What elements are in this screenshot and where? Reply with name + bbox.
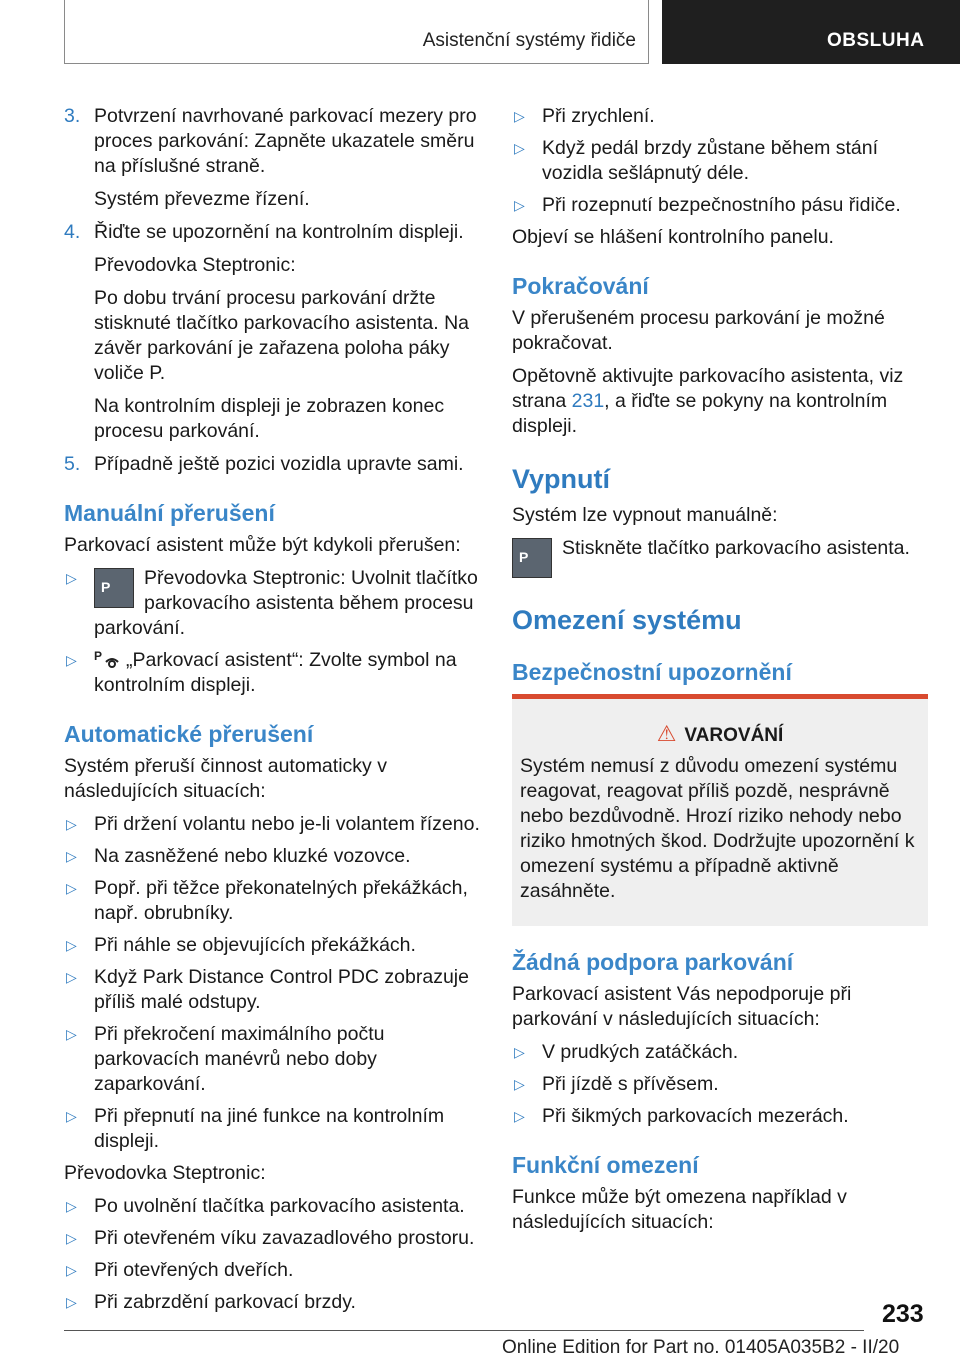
heading-manual-interruption: Manuální přerušení xyxy=(64,500,275,526)
list-item: ▷ Při šikmých parkovacích mezerách. xyxy=(514,1105,849,1127)
list-item: ▷ Při překročení maximálního počtu parkovacích manévrů nebo doby zaparkování. xyxy=(66,1023,385,1095)
step-3-sub: Systém převezme řízení. xyxy=(94,188,310,210)
step-4-sub-3: Na kontrolním displeji je zobrazen konec procesu parkování. xyxy=(94,395,445,442)
list-item: ▷ P Převodovka Steptronic: Uvolnit tlačítko parkovacího asistenta během procesu parkování. xyxy=(66,567,478,639)
step-5: 5. Případně ještě pozici vozidla upravte sami. xyxy=(64,453,464,475)
list-item: ▷ Na zasněžené nebo kluzké vozovce. xyxy=(66,845,411,867)
off-text: Systém lze vypnout manuálně: xyxy=(512,504,778,526)
triangle-bullet-icon: ▷ xyxy=(514,1044,525,1060)
func-text: Funkce může být omezena například v následujících situacích: xyxy=(512,1186,847,1233)
heading-system-limits: Omezení systému xyxy=(512,605,742,635)
list-item: ▷ Popř. při těžce překonatelných překážkách, např. obrubníky. xyxy=(66,877,468,924)
manual-intro: Parkovací asistent může být kdykoli přerušen: xyxy=(64,534,461,556)
continue-text-1: V přerušeném procesu parkování je možné pokračovat. xyxy=(512,307,885,354)
heading-no-parking-support: Žádná podpora parkování xyxy=(512,949,794,975)
heading-switch-off: Vypnutí xyxy=(512,464,610,494)
triangle-bullet-icon: ▷ xyxy=(514,197,525,213)
heading-safety: Bezpečnostní upozornění xyxy=(512,659,792,685)
list-item: ▷ Při jízdě s přívěsem. xyxy=(514,1073,719,1095)
parking-assistant-symbol-icon xyxy=(94,648,120,670)
list-item: ▷ Při rozepnutí bezpečnostního pásu řidiče. xyxy=(514,194,901,216)
heading-functional-limits: Funkční omezení xyxy=(512,1152,699,1178)
list-item: ▷ Po uvolnění tlačítka parkovacího asistenta. xyxy=(66,1195,465,1217)
heading-continuation: Pokračování xyxy=(512,273,649,299)
list-item: ▷ Při držení volantu nebo je-li volantem řízeno. xyxy=(66,813,480,835)
svg-text:P: P xyxy=(94,649,103,663)
nosupport-intro: Parkovací asistent Vás nepodporuje při parkování v následujících situacích: xyxy=(512,983,852,1030)
right-column xyxy=(512,104,928,1243)
step-4-sub-1: Převodovka Steptronic: xyxy=(94,254,296,276)
list-item: ▷ Při otevřeném víku zavazadlového prostoru. xyxy=(66,1227,475,1249)
triangle-bullet-icon: ▷ xyxy=(66,1108,77,1124)
triangle-bullet-icon: ▷ xyxy=(66,1026,77,1042)
steptronic-label: Převodovka Steptronic: xyxy=(64,1162,266,1184)
list-item: ▷ Při přepnutí na jiné funkce na kontrolním displeji. xyxy=(66,1105,445,1152)
warning-title: ⚠ VAROVÁNÍ xyxy=(656,721,784,746)
footer-edition: Online Edition for Part no. 01405A035B2 - II/20 xyxy=(502,1337,900,1358)
triangle-bullet-icon: ▷ xyxy=(66,570,77,586)
off-button-instruction: P Stiskněte tlačítko parkovacího asistenta. xyxy=(512,536,928,580)
list-item: ▷ Když pedál brzdy zůstane během stání vozidla sešlápnutý déle. xyxy=(514,137,879,184)
list-item: ▷ Při zrychlení. xyxy=(514,105,655,127)
step-3: 3. Potvrzení navrhované parkovací mezery pro proces parkování: Zapněte ukazatele směru na příslušné straně. xyxy=(64,105,477,177)
triangle-bullet-icon: ▷ xyxy=(66,969,77,985)
header-title: Asistenční systémy řidiče xyxy=(422,30,636,51)
header-title-box xyxy=(64,0,649,64)
triangle-bullet-icon: ▷ xyxy=(66,848,77,864)
triangle-bullet-icon: ▷ xyxy=(514,1108,525,1124)
step-4-sub-2: Po dobu trvání procesu parkování držte stisknuté tlačítko parkovacího asistenta. Na závěr parkování je zařazena poloha páky voliče P. xyxy=(94,287,470,384)
list-item: ▷ Při náhle se objevujících překážkách. xyxy=(66,934,416,956)
heading-automatic-interruption: Automatické přerušení xyxy=(64,721,314,747)
triangle-bullet-icon: ▷ xyxy=(66,652,77,668)
auto-intro: Systém přeruší činnost automaticky v následujících situacích: xyxy=(64,755,387,802)
list-item: ▷ Při otevřených dveřích. xyxy=(66,1259,294,1281)
header-section-box xyxy=(662,0,960,64)
list-item: ▷ P „Parkovací asistent“: Zvolte symbol na kontrolním displeji. xyxy=(66,649,457,696)
parking-assistant-button-icon: P xyxy=(94,568,134,608)
warning-triangle-icon: ⚠ xyxy=(656,721,677,746)
warning-box xyxy=(512,694,928,926)
header-section: OBSLUHA xyxy=(827,30,925,51)
list-item: ▷ Když Park Distance Control PDC zobrazuje příliš malé odstupy. xyxy=(66,966,469,1013)
triangle-bullet-icon: ▷ xyxy=(66,1230,77,1246)
panel-message: Objeví se hlášení kontrolního panelu. xyxy=(512,226,834,248)
page-number: 233 xyxy=(882,1300,924,1328)
list-item: ▷ Při zabrzdění parkovací brzdy. xyxy=(66,1291,356,1313)
footer-divider xyxy=(64,1330,864,1331)
triangle-bullet-icon: ▷ xyxy=(514,108,525,124)
triangle-bullet-icon: ▷ xyxy=(514,1076,525,1092)
triangle-bullet-icon: ▷ xyxy=(66,937,77,953)
triangle-bullet-icon: ▷ xyxy=(66,1262,77,1278)
step-4: 4. Řiďte se upozornění na kontrolním displeji. xyxy=(64,221,464,243)
page-link[interactable]: 231 xyxy=(571,390,605,412)
triangle-bullet-icon: ▷ xyxy=(66,1198,77,1214)
list-item: ▷ V prudkých zatáčkách. xyxy=(514,1041,739,1063)
triangle-bullet-icon: ▷ xyxy=(66,1294,77,1310)
continue-text-2: Opětovně aktivujte parkovacího asistenta, viz strana 231, a řiďte se pokyny na kontrolním displeji. xyxy=(512,365,904,437)
left-column xyxy=(64,104,482,1322)
triangle-bullet-icon: ▷ xyxy=(66,816,77,832)
warning-text: Systém nemusí z důvodu omezení systému reagovat, reagovat příliš pozdě, nesprávně nebo bezdůvodně. Hrozí riziko nehody nebo riziko hmotných škod. Dodržujte upozornění k omezení systému a případně aktivně zasáhněte. xyxy=(520,755,915,902)
triangle-bullet-icon: ▷ xyxy=(66,880,77,896)
triangle-bullet-icon: ▷ xyxy=(514,140,525,156)
parking-assistant-button-icon: P xyxy=(512,538,552,578)
